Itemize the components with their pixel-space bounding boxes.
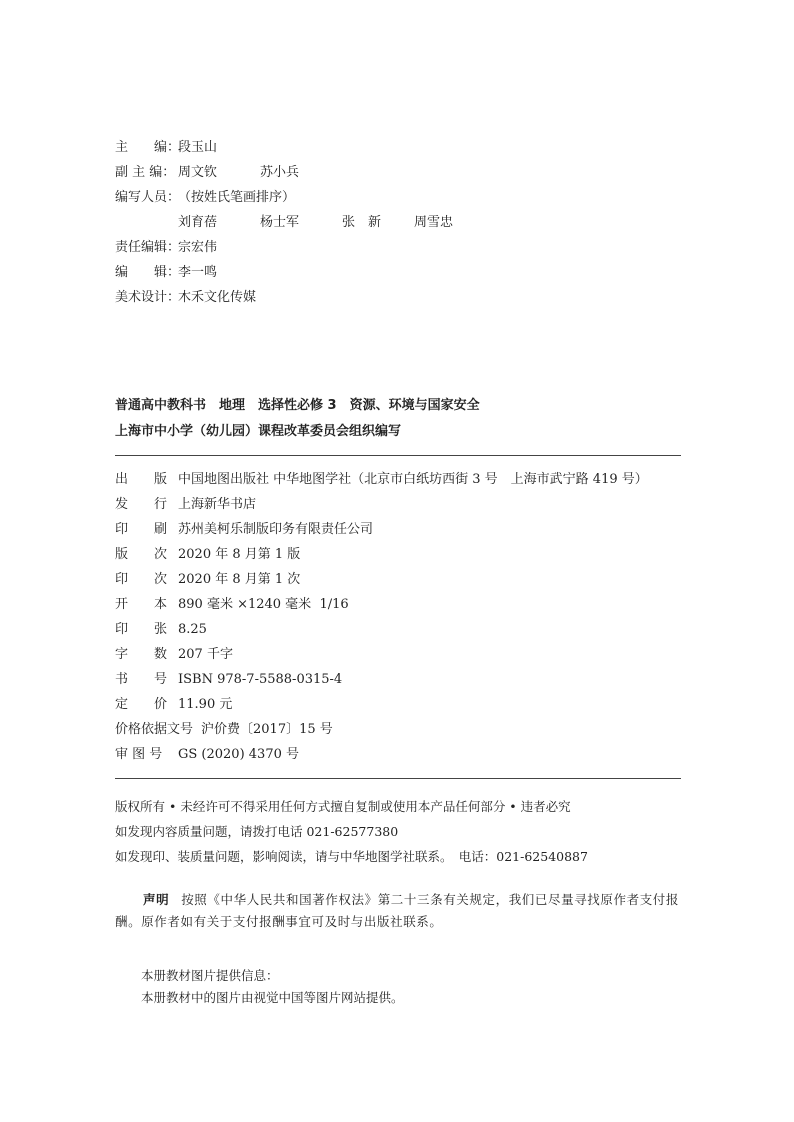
- pub-value: 上海新华书店: [178, 497, 257, 512]
- pub-value: 沪价费〔2017〕15 号: [201, 722, 333, 737]
- pub-label: 发 行: [115, 497, 168, 512]
- credit-responsible-editor: [115, 238, 217, 258]
- credit-name: 苏小兵: [260, 165, 300, 180]
- pub-row-edition: [115, 544, 300, 566]
- pub-label: 价格依据文号: [115, 722, 194, 737]
- pub-row-distributor: [115, 494, 256, 516]
- credit-name: 杨士军: [260, 215, 300, 230]
- credit-name: 刘育蓓: [178, 215, 218, 230]
- pub-label: 印 张: [115, 622, 168, 637]
- pub-row-price-document: [115, 719, 333, 741]
- pub-value: 890 毫米 ×1240 毫米 1/16: [178, 597, 349, 612]
- book-compiler: 上海市中小学（幼儿园）课程改革委员会组织编写: [115, 424, 402, 439]
- pub-row-format: [115, 594, 349, 616]
- credit-label: 主 编：: [115, 140, 181, 155]
- pub-label: 书 号: [115, 672, 168, 687]
- pub-row-price: [115, 694, 232, 716]
- pub-label: 印 次: [115, 572, 168, 587]
- statement-paragraph: [115, 889, 681, 933]
- pub-value: 苏州美柯乐制版印务有限责任公司: [178, 522, 374, 537]
- pub-value: 中国地图出版社 中华地图学社（北京市白纸坊西街 3 号 上海市武宁路 419 号）: [178, 472, 648, 487]
- quality-notice: 如发现内容质量问题，请拨打电话 021-62577380: [115, 824, 399, 839]
- credit-value: 李一鸣: [178, 265, 218, 280]
- image-source-heading: 本册教材图片提供信息：: [141, 968, 279, 983]
- credit-value: 木禾文化传媒: [178, 290, 257, 305]
- credit-writer-names: [178, 213, 453, 233]
- divider-top: [115, 455, 681, 456]
- pub-row-map-review: [115, 744, 299, 766]
- credit-editor: [115, 263, 217, 283]
- credit-label: 编写人员：: [115, 190, 181, 205]
- pub-label: 定 价: [115, 697, 168, 712]
- pub-label: 印 刷: [115, 522, 168, 537]
- pub-label: 字 数: [115, 647, 168, 662]
- credit-writers: [115, 188, 295, 208]
- credit-chief-editor: [115, 138, 217, 158]
- pub-row-sheets: [115, 619, 207, 641]
- pub-row-impression: [115, 569, 300, 591]
- pub-value: 8.25: [178, 622, 207, 637]
- pub-value: 11.90 元: [178, 697, 233, 712]
- printing-notice: 如发现印、装质量问题，影响阅读，请与中华地图学社联系。 电话：021-62540887: [115, 849, 588, 864]
- statement-text: 按照《中华人民共和国著作权法》第二十三条有关规定，我们已尽量寻找原作者支付报酬。原作者如有关于支付报酬事宜可及时与出版社联系。: [115, 892, 680, 929]
- pub-row-printer: [115, 519, 373, 541]
- credit-label: 编 辑：: [115, 265, 181, 280]
- credit-name: 张 新: [342, 215, 382, 230]
- pub-label: 审 图 号: [115, 747, 163, 762]
- pub-value: 2020 年 8 月第 1 版: [178, 547, 301, 562]
- pub-value: ISBN 978-7-5588-0315-4: [178, 672, 343, 687]
- credit-art-design: [115, 288, 256, 308]
- credit-value: 宗宏伟: [178, 240, 218, 255]
- credit-deputy-editors: [115, 163, 299, 183]
- divider-bottom: [115, 778, 681, 779]
- pub-value: GS (2020) 4370 号: [178, 747, 299, 762]
- pub-label: 出 版: [115, 472, 168, 487]
- pub-value: 2020 年 8 月第 1 次: [178, 572, 301, 587]
- pub-row-word-count: [115, 644, 233, 666]
- credit-value: 段玉山: [178, 140, 218, 155]
- statement-heading: 声明: [143, 892, 170, 907]
- pub-row-publisher: [115, 469, 648, 491]
- book-title: 普通高中教科书 地理 选择性必修 3 资源、环境与国家安全: [115, 398, 480, 413]
- pub-label: 开 本: [115, 597, 168, 612]
- credit-label: 副 主 编：: [115, 165, 176, 180]
- credit-name: 周文钦: [178, 165, 218, 180]
- image-source-text: 本册教材中的图片由视觉中国等图片网站提供。: [141, 990, 404, 1005]
- pub-row-isbn: [115, 669, 342, 691]
- credit-note: （按姓氏笔画排序）: [178, 190, 296, 205]
- pub-value: 207 千字: [178, 647, 233, 662]
- pub-label: 版 次: [115, 547, 168, 562]
- credit-label: 美术设计：: [115, 290, 181, 305]
- credit-name: 周雪忠: [414, 215, 454, 230]
- credit-label: 责任编辑：: [115, 240, 181, 255]
- copyright-notice: 版权所有 • 未经许可不得采用任何方式擅自复制或使用本产品任何部分 • 违者必究: [115, 799, 571, 814]
